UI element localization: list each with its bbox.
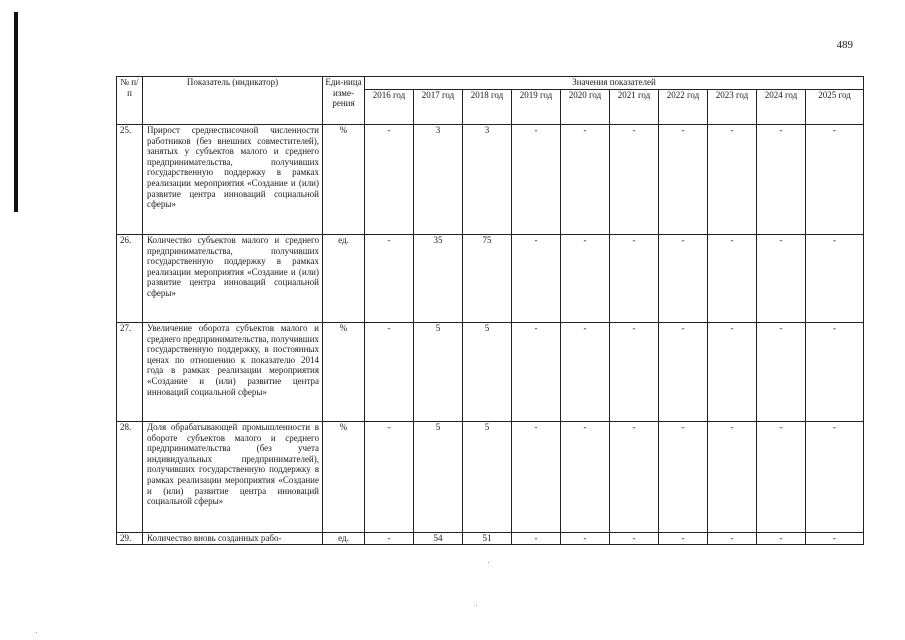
header-year: 2017 год xyxy=(414,90,463,125)
header-year: 2020 год xyxy=(561,90,610,125)
row-value: - xyxy=(806,533,864,545)
row-value: 5 xyxy=(414,422,463,533)
row-value: - xyxy=(659,422,708,533)
table-row xyxy=(117,422,864,533)
row-value: 51 xyxy=(463,533,512,545)
header-num: № п/п xyxy=(117,77,143,125)
row-value: - xyxy=(610,422,659,533)
row-indicator: Количество субъектов малого и среднего предпринимательства, получивших государственную поддержку в рамках реализации мероприятия «Создание и (или) развитие центра инноваций социальной сферы» xyxy=(143,235,323,323)
scan-edge-mark xyxy=(14,12,18,212)
scan-speck xyxy=(36,632,37,633)
row-value: 3 xyxy=(414,125,463,235)
row-indicator: Прирост среднесписочной численности работников (без внешних совместителей), занятых у субъектов малого и среднего предпринимательства, получивших государственную поддержку в рамках реализации мероприятия «Создание и (или) развитие центра инноваций социальной сферы» xyxy=(143,125,323,235)
row-value: - xyxy=(512,235,561,323)
row-value: - xyxy=(610,323,659,422)
row-value: - xyxy=(365,235,414,323)
row-value: - xyxy=(512,323,561,422)
row-value: - xyxy=(512,422,561,533)
table-row xyxy=(117,125,864,235)
table-row xyxy=(117,235,864,323)
row-unit: ед. xyxy=(323,533,365,545)
row-value: - xyxy=(561,125,610,235)
row-unit: % xyxy=(323,323,365,422)
row-value: - xyxy=(757,125,806,235)
header-year: 2018 год xyxy=(463,90,512,125)
row-value: 35 xyxy=(414,235,463,323)
row-value: - xyxy=(365,533,414,545)
header-year: 2025 год xyxy=(806,90,864,125)
row-indicator: Количество вновь созданных рабо- xyxy=(143,533,323,545)
header-unit: Еди-ница изме-рения xyxy=(323,77,365,125)
table-row xyxy=(117,533,864,545)
header-indicator: Показатель (индикатор) xyxy=(143,77,323,125)
row-value: 5 xyxy=(463,422,512,533)
row-value: - xyxy=(365,323,414,422)
row-value: - xyxy=(757,422,806,533)
row-value: - xyxy=(708,422,757,533)
row-value: - xyxy=(708,125,757,235)
header-year: 2021 год xyxy=(610,90,659,125)
row-value: - xyxy=(806,422,864,533)
scan-speck xyxy=(488,562,489,563)
row-value: - xyxy=(757,235,806,323)
row-value: - xyxy=(806,125,864,235)
row-value: - xyxy=(708,533,757,545)
row-value: - xyxy=(610,235,659,323)
row-num: 29. xyxy=(117,533,143,545)
row-value: - xyxy=(757,533,806,545)
row-value: - xyxy=(610,533,659,545)
row-value: - xyxy=(610,125,659,235)
row-num: 26. xyxy=(117,235,143,323)
row-value: - xyxy=(757,323,806,422)
header-year: 2022 год xyxy=(659,90,708,125)
row-value: - xyxy=(659,533,708,545)
table-row xyxy=(117,323,864,422)
row-value: - xyxy=(561,235,610,323)
header-year: 2023 год xyxy=(708,90,757,125)
row-num: 28. xyxy=(117,422,143,533)
row-value: - xyxy=(512,533,561,545)
header-values-group: Значения показателей xyxy=(365,77,864,90)
row-value: - xyxy=(806,323,864,422)
page-number: 489 xyxy=(836,39,853,51)
row-unit: % xyxy=(323,125,365,235)
row-value: - xyxy=(708,235,757,323)
row-num: 25. xyxy=(117,125,143,235)
row-unit: % xyxy=(323,422,365,533)
row-value: 75 xyxy=(463,235,512,323)
row-num: 27. xyxy=(117,323,143,422)
row-indicator: Доля обрабатывающей промышленности в обороте субъектов малого и среднего предпринимательства (без учета индивидуальных предпринимателей), получивших государственную поддержку в рамках реализации мероприятия «Создание и (или) развитие центра инноваций социальной сферы» xyxy=(143,422,323,533)
row-value: - xyxy=(708,323,757,422)
header-year: 2016 год xyxy=(365,90,414,125)
row-value: 5 xyxy=(414,323,463,422)
row-value: - xyxy=(561,323,610,422)
row-value: 3 xyxy=(463,125,512,235)
row-value: - xyxy=(365,422,414,533)
row-value: - xyxy=(512,125,561,235)
row-value: - xyxy=(561,533,610,545)
indicators-table xyxy=(116,76,864,545)
row-value: - xyxy=(561,422,610,533)
row-value: - xyxy=(365,125,414,235)
scan-speck xyxy=(476,605,477,606)
row-value: - xyxy=(806,235,864,323)
header-year: 2024 год xyxy=(757,90,806,125)
header-year: 2019 год xyxy=(512,90,561,125)
row-value: - xyxy=(659,323,708,422)
row-value: 5 xyxy=(463,323,512,422)
row-value: - xyxy=(659,125,708,235)
row-unit: ед. xyxy=(323,235,365,323)
row-indicator: Увеличение оборота субъектов малого и среднего предпринимательства, получивших государственную поддержку, в постоянных ценах по отношению к показателю 2014 года в рамках реализации мероприятия «Создание и (или) развитие центра инноваций социальной сферы» xyxy=(143,323,323,422)
row-value: - xyxy=(659,235,708,323)
row-value: 54 xyxy=(414,533,463,545)
